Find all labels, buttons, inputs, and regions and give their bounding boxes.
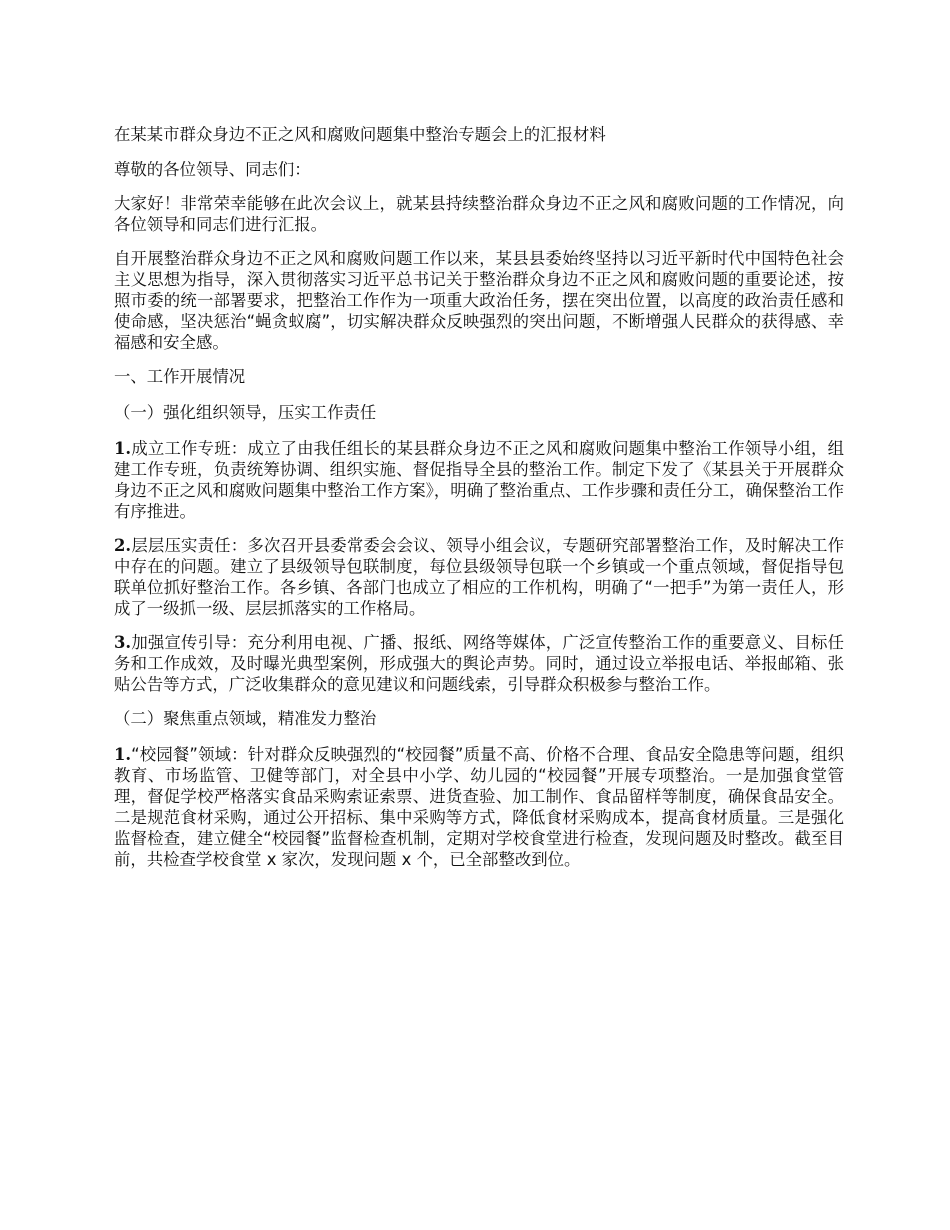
item-number: 2. — [114, 536, 132, 555]
item-number: 3. — [114, 633, 132, 652]
subsection-heading-2: （二）聚焦重点领域，精准发力整治 — [114, 709, 377, 728]
item-number: 1. — [114, 745, 132, 764]
list-item — [114, 438, 844, 522]
list-item — [114, 535, 844, 619]
intro-paragraph: 大家好！非常荣幸能够在此次会议上，就某县持续整治群众身边不正之风和腐败问题的工作情况，向各位领导和同志们进行汇报。 — [114, 194, 844, 234]
item-text: 加强宣传引导：充分利用电视、广播、报纸、网络等媒体，广泛宣传整治工作的重要意义、目标任务和工作成效，及时曝光典型案例，形成强大的舆论声势。同时，通过设立举报电话、举报邮箱、张贴公告等方式，广泛收集群众的意见建议和问题线索，引导群众积极参与整治工作。 — [114, 633, 844, 694]
item-text: 成立工作专班：成立了由我任组长的某县群众身边不正之风和腐败问题集中整治工作领导小组，组建工作专班，负责统筹协调、组织实施、督促指导全县的整治工作。制定下发了《某县关于开展群众身边不正之风和腐败问题集中整治工作方案》，明确了整治重点、工作步骤和责任分工，确保整治工作有序推进。 — [114, 439, 844, 521]
item-text: 层层压实责任：多次召开县委常委会会议、领导小组会议，专题研究部署整治工作，及时解决工作中存在的问题。建立了县级领导包联制度，每位县级领导包联一个乡镇或一个重点领域，督促指导包联单位抓好整治工作。各乡镇、各部门也成立了相应的工作机构，明确了“一把手”为第一责任人，形成了一级抓一级、层层抓落实的工作格局。 — [114, 536, 844, 618]
subsection-heading-1: （一）强化组织领导，压实工作责任 — [114, 403, 377, 422]
list-item — [114, 632, 844, 695]
list-item — [114, 744, 844, 870]
section-heading: 一、工作开展情况 — [114, 367, 246, 386]
overview-paragraph: 自开展整治群众身边不正之风和腐败问题工作以来，某县县委始终坚持以习近平新时代中国特色社会主义思想为指导，深入贯彻落实习近平总书记关于整治群众身边不正之风和腐败问题的重要论述，按照市委的统一部署要求，把整治工作作为一项重大政治任务，摆在突出位置，以高度的政治责任感和使命感，坚决惩治“蝇贪蚁腐”，切实解决群众反映强烈的突出问题，不断增强人民群众的获得感、幸福感和安全感。 — [114, 249, 844, 352]
item-text: “校园餐”领域：针对群众反映强烈的“校园餐”质量不高、价格不合理、食品安全隐患等问题，组织教育、市场监管、卫健等部门，对全县中小学、幼儿园的“校园餐”开展专项整治。一是加强食堂管理，督促学校严格落实食品采购索证索票、进货查验、加工制作、食品留样等制度，确保食品安全。二是规范食材采购，通过公开招标、集中采购等方式，降低食材采购成本，提高食材质量。三是强化监督检查，建立健全“校园餐”监督检查机制，定期对学校食堂进行检查，发现问题及时整改。截至目前，共检查学校食堂 x 家次，发现问题 x 个，已全部整改到位。 — [114, 745, 844, 869]
item-number: 1. — [114, 439, 132, 458]
salutation: 尊敬的各位领导、同志们： — [114, 160, 311, 179]
document-title: 在某某市群众身边不正之风和腐败问题集中整治专题会上的汇报材料 — [114, 125, 606, 144]
document-page — [114, 124, 844, 883]
